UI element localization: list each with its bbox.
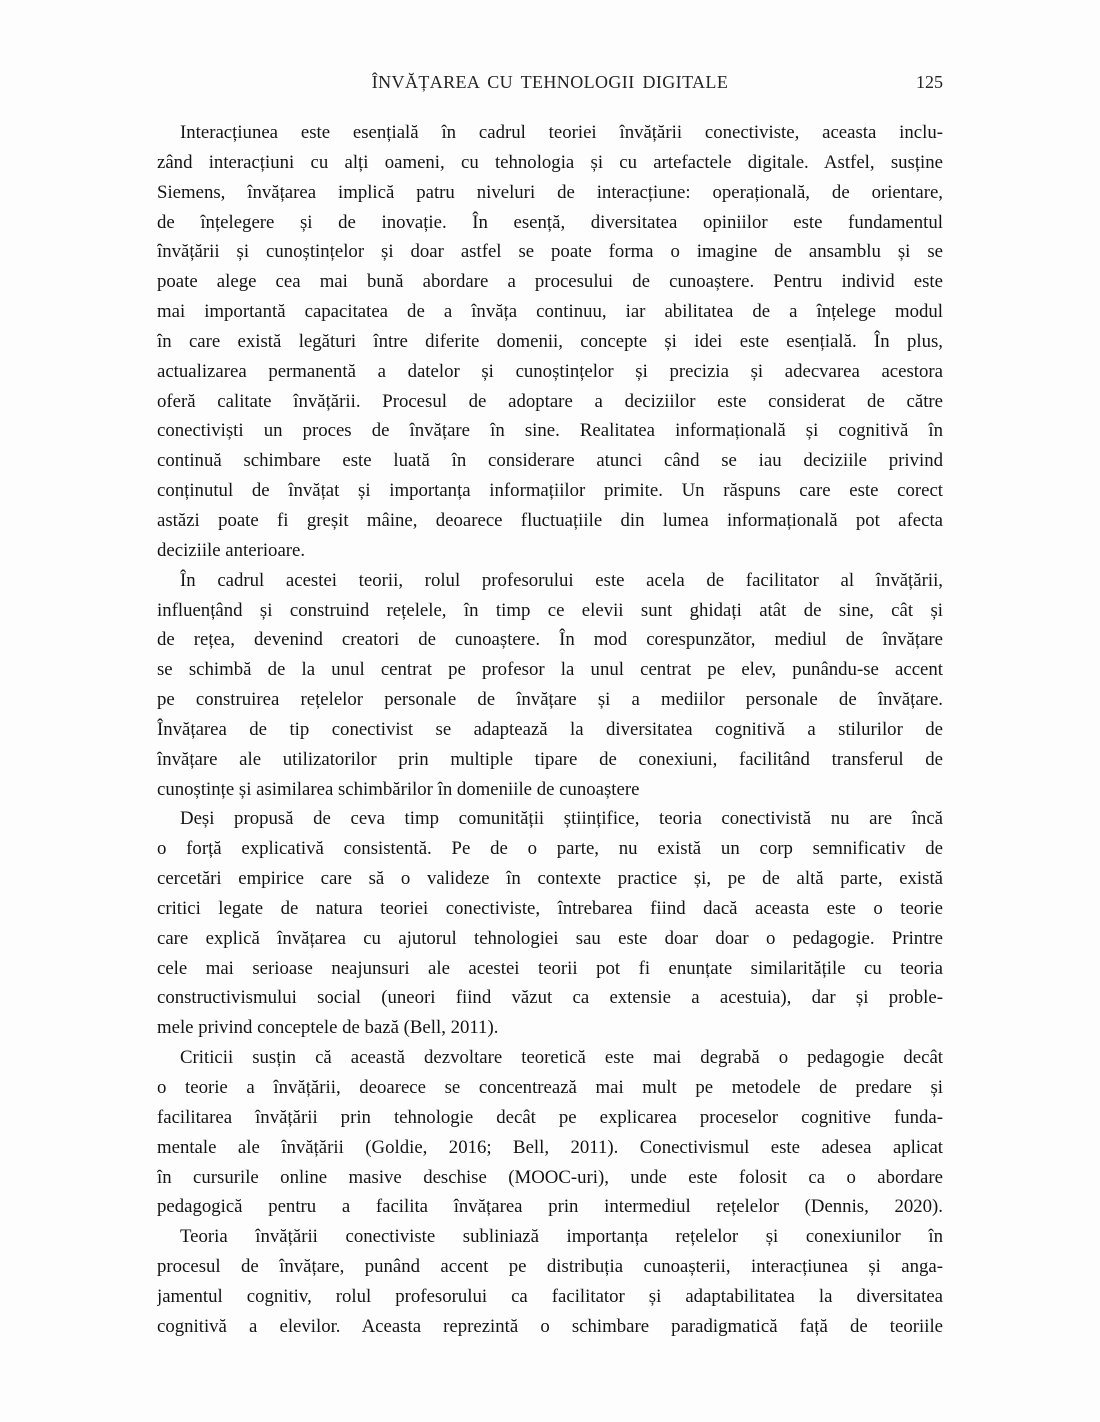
text-line: critici legate de natura teoriei conectiviste, întrebarea fiind dacă aceasta este o teorie [157, 897, 943, 919]
text-line: care explică învățarea cu ajutorul tehnologiei sau este doar doar o pedagogie. Printre [157, 927, 943, 949]
text-line: învățării și cunoștințelor și doar astfel se poate forma o imagine de ansamblu și se [157, 241, 943, 263]
running-title: ÎNVĂȚAREA CU TEHNOLOGII DIGITALE [371, 72, 729, 92]
text-line: mentale ale învățării (Goldie, 2016; Bell, 2011). Conectivismul este adesea aplicat [157, 1136, 943, 1158]
text-line: influențând și construind rețelele, în timp ce elevii sunt ghidați atât de sine, cât și [157, 599, 943, 621]
text-line: cercetări empirice care să o valideze în contexte practice și, pe de altă parte, există [157, 868, 943, 890]
paragraph-5 [157, 1222, 943, 1341]
text-line: cognitivă a elevilor. Aceasta reprezintă o schimbare paradigmatică față de teoriile [157, 1315, 943, 1337]
paragraph-2 [157, 566, 943, 805]
text-line: învățare ale utilizatorilor prin multiple tipare de conexiuni, facilitând transferul de [157, 748, 943, 770]
text-line: actualizarea permanentă a datelor și cunoștințelor și precizia și adecvarea acestora [157, 360, 943, 382]
text-block [157, 118, 943, 1342]
text-line: pedagogică pentru a facilita învățarea prin intermediul rețelelor (Dennis, 2020). [157, 1196, 943, 1218]
text-line: constructivismului social (uneori fiind văzut ca extensie a acestuia), dar și proble- [157, 987, 943, 1009]
text-line: de rețea, devenind creatori de cunoaștere. În mod corespunzător, mediul de învățare [157, 629, 943, 651]
text-line: în cursurile online masive deschise (MOOC-uri), unde este folosit ca o abordare [157, 1166, 943, 1188]
text-line: astăzi poate fi greșit mâine, deoarece fluctuațiile din lumea informațională pot afecta [157, 509, 943, 531]
text-line: se schimbă de la unul centrat pe profesor la unul centrat pe elev, punându-se accent [157, 659, 943, 681]
text-line: jamentul cognitiv, rolul profesorului ca facilitator și adaptabilitatea la diversitatea [157, 1285, 943, 1307]
text-line: în care există legături între diferite domenii, concepte și idei este esențială. În plus, [157, 330, 943, 352]
text-line: mele privind conceptele de bază (Bell, 2011). [157, 1017, 499, 1039]
page-header [157, 72, 943, 98]
text-line: deciziile anterioare. [157, 539, 306, 561]
text-line: Teoria învățării conectiviste subliniază importanța rețelelor și conexiunilor în [180, 1226, 943, 1248]
paragraph-4 [157, 1043, 943, 1222]
text-line: o forță explicativă consistentă. Pe de o parte, nu există un corp semnificativ de [157, 838, 943, 860]
text-line: procesul de învățare, punând accent pe distribuția cunoașterii, interacțiunea și anga- [157, 1256, 943, 1278]
text-line: facilitarea învățării prin tehnologie decât pe explicarea proceselor cognitive funda- [157, 1106, 943, 1128]
page-number: 125 [916, 72, 943, 92]
text-line: zând interacțiuni cu alți oameni, cu tehnologia și cu artefactele digitale. Astfel, susține [157, 151, 943, 173]
paragraph-1 [157, 118, 943, 566]
text-line: cunoștințe și asimilarea schimbărilor în domeniile de cunoaștere [157, 778, 640, 800]
text-line: conținutul de învățat și importanța informațiilor primite. Un răspuns care este corect [157, 480, 943, 502]
text-line: Interacțiunea este esențială în cadrul teoriei învățării conectiviste, aceasta inclu- [180, 122, 943, 143]
text-line: mai importantă capacitatea de a învăța continuu, iar abilitatea de a înțelege modul [157, 301, 943, 323]
text-line: Criticii susțin că această dezvoltare teoretică este mai degrabă o pedagogie decât [180, 1047, 943, 1069]
text-line: continuă schimbare este luată în considerare atunci când se iau deciziile privind [157, 450, 943, 472]
text-line: conectiviști un proces de învățare în sine. Realitatea informațională și cognitivă în [157, 420, 943, 442]
text-line: oferă calitate învățării. Procesul de adoptare a deciziilor este considerat de către [157, 390, 943, 412]
text-line: de înțelegere și de inovație. În esență, diversitatea opiniilor este fundamentul [157, 211, 943, 233]
text-line: Siemens, învățarea implică patru niveluri de interacțiune: operațională, de orientare, [157, 181, 943, 203]
text-line: În cadrul acestei teorii, rolul profesorului este acela de facilitator al învățării, [180, 569, 943, 591]
paragraph-3 [157, 804, 943, 1043]
text-line: Învățarea de tip conectivist se adaptează la diversitatea cognitivă a stilurilor de [157, 718, 943, 740]
text-line: pe construirea rețelelor personale de învățare și a mediilor personale de învățare. [157, 689, 943, 711]
text-line: poate alege cea mai bună abordare a procesului de cunoaștere. Pentru individ este [157, 271, 943, 293]
text-line: cele mai serioase neajunsuri ale acestei teorii pot fi enunțate similaritățile cu teoria [157, 957, 943, 979]
text-line: Deși propusă de ceva timp comunității științifice, teoria conectivistă nu are încă [180, 808, 943, 830]
text-line: o teorie a învățării, deoarece se concentrează mai mult pe metodele de predare și [157, 1077, 943, 1098]
